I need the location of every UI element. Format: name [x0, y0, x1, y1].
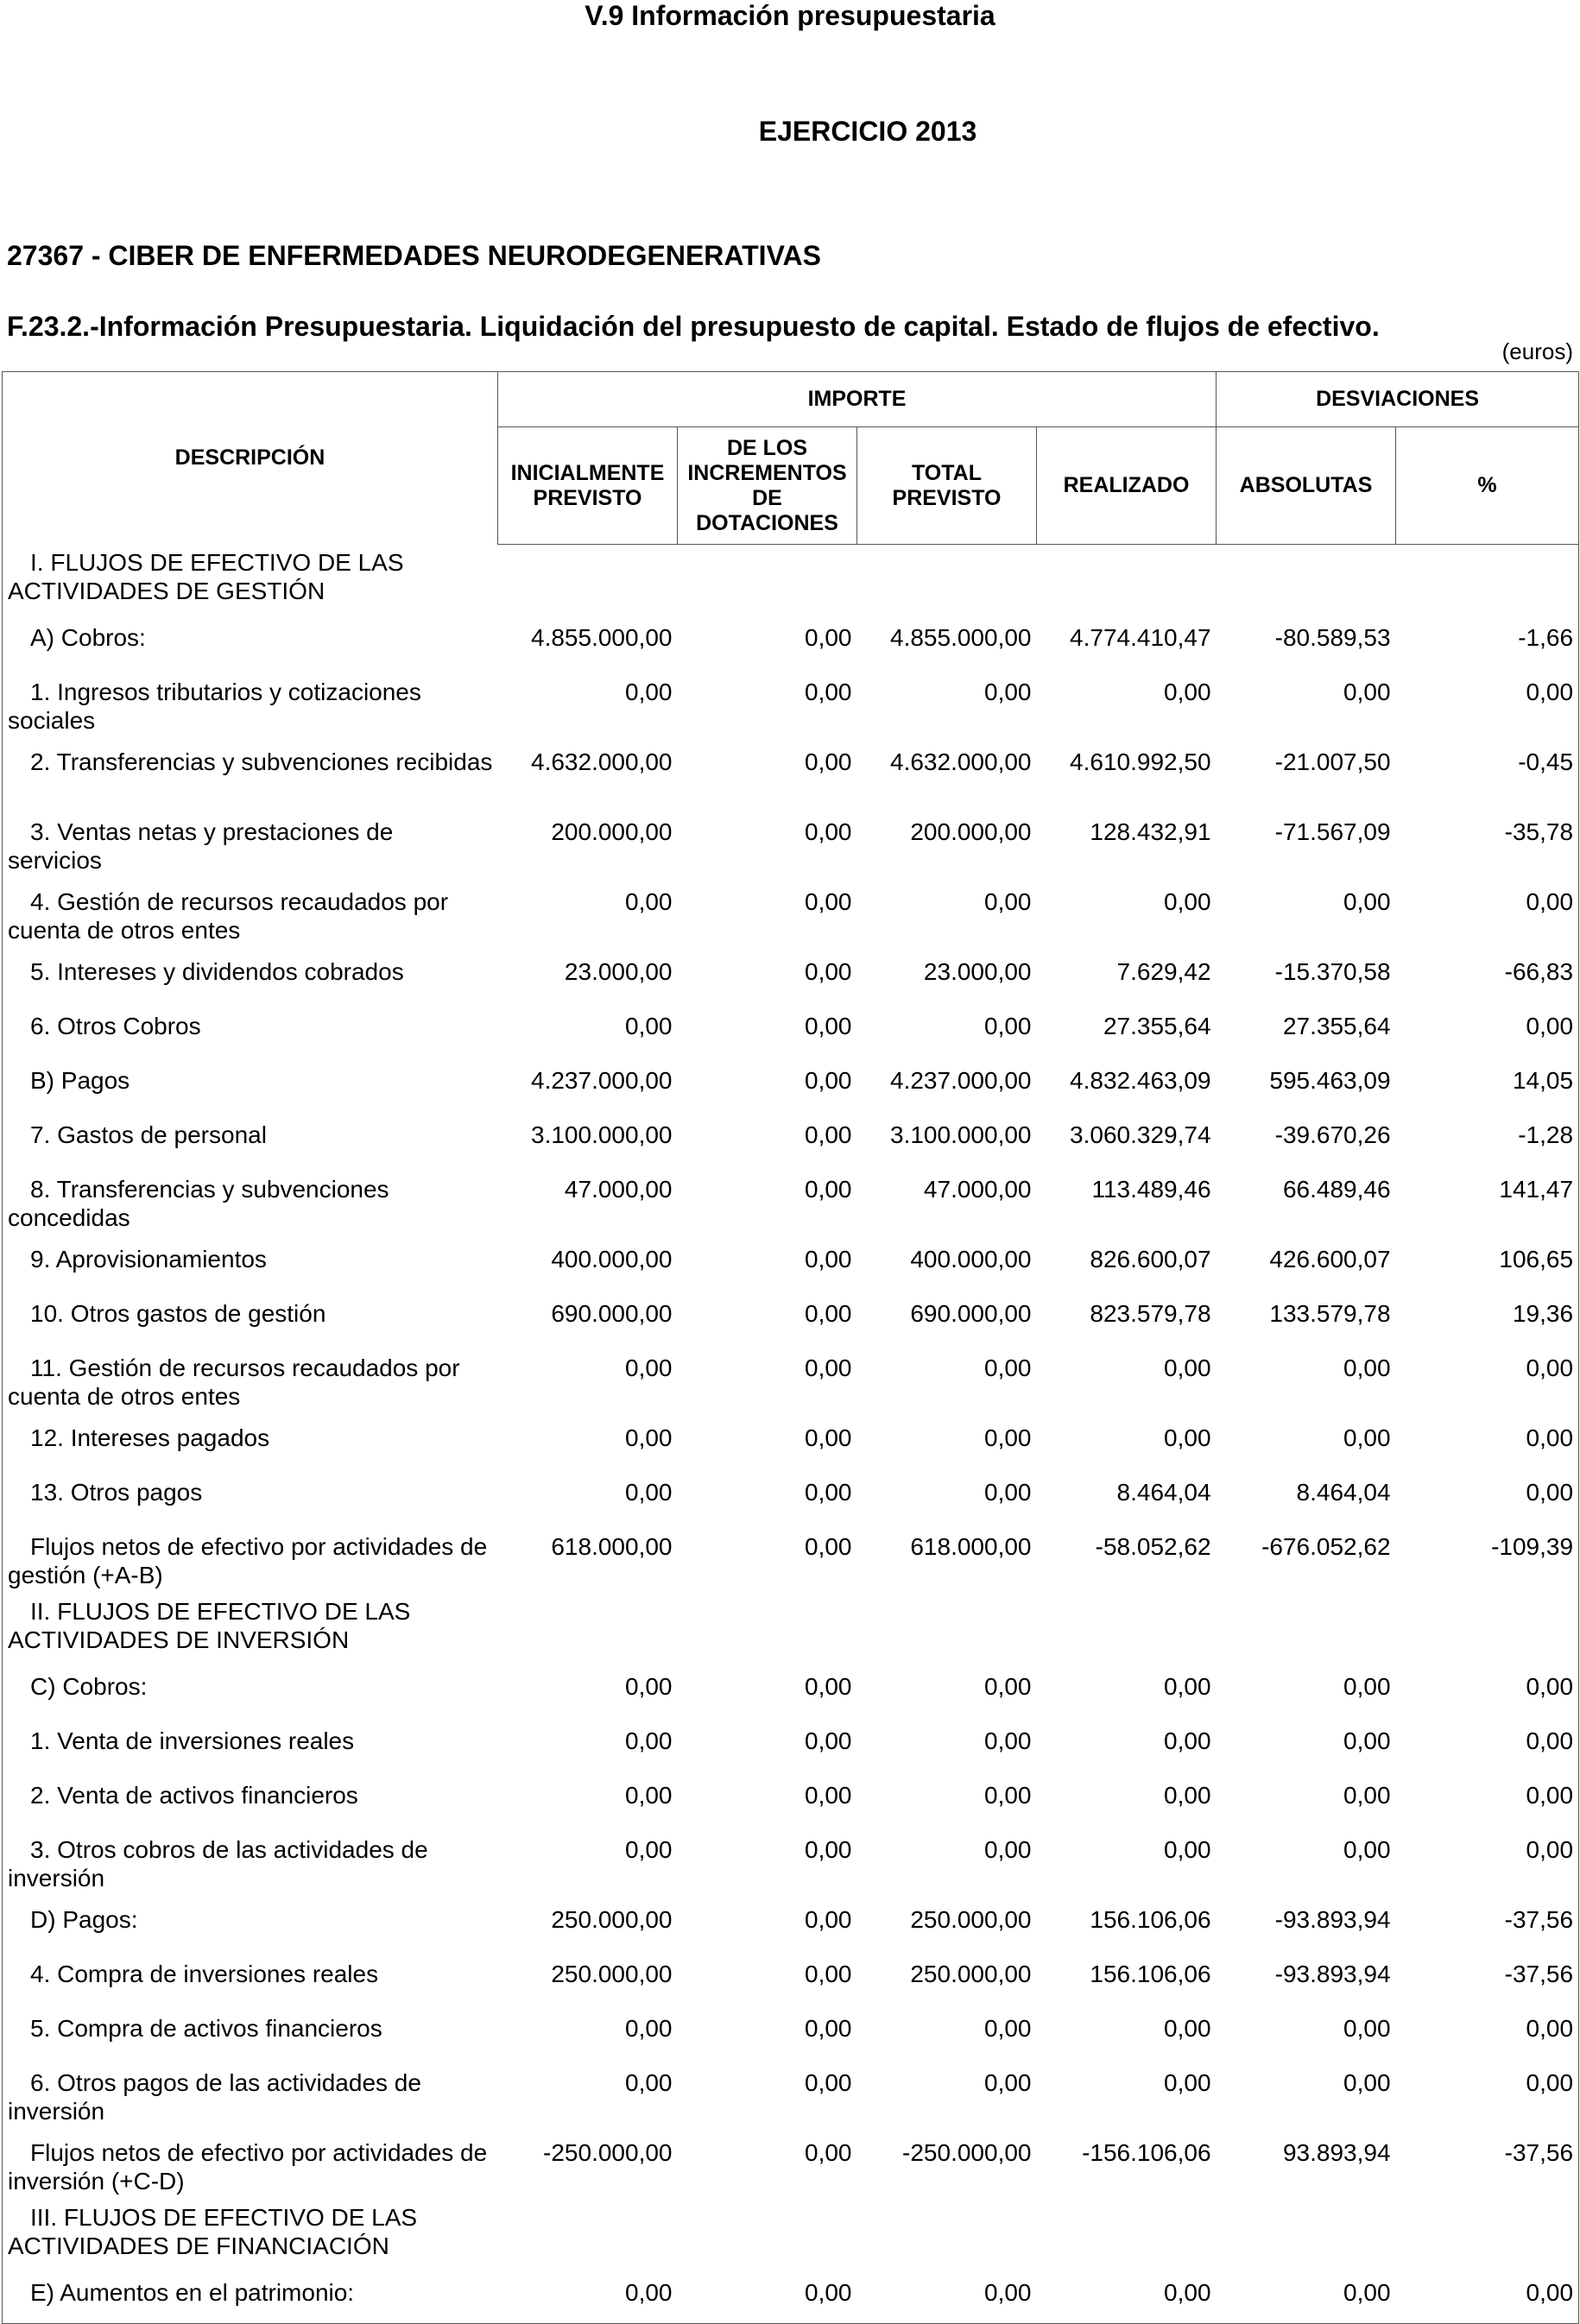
cell-desviacion-absoluta: -80.589,53 — [1274, 623, 1391, 651]
table-header — [3, 372, 1579, 545]
cell-total-previsto: 0,00 — [984, 887, 1032, 915]
cell-realizado — [1037, 1594, 1217, 1664]
cell-desviacion-absoluta: 0,00 — [1343, 678, 1391, 705]
cell-inicialmente-previsto: 0,00 — [498, 2270, 678, 2324]
cell-incrementos-dotaciones: 0,00 — [805, 1532, 852, 1560]
row-description — [3, 2270, 498, 2324]
cell-incrementos-dotaciones: 0,00 — [805, 2138, 852, 2166]
cell-inicialmente-previsto: 200.000,00 — [551, 818, 673, 845]
cell-incrementos-dotaciones: 0,00 — [805, 1727, 852, 1754]
cell-total-previsto: 0,00 — [984, 1354, 1032, 1381]
row-description — [3, 2130, 498, 2200]
cell-incrementos-dotaciones: 0,00 — [805, 1835, 852, 1863]
cell-total-previsto: 0,00 — [984, 1727, 1032, 1754]
cell-desviacion-absoluta: -39.670,26 — [1274, 1121, 1391, 1148]
row-description-text: 5. Compra de activos financieros — [30, 2014, 382, 2042]
cell-realizado: 0,00 — [1164, 2014, 1211, 2042]
cell-realizado — [1037, 2200, 1217, 2270]
cell-inicialmente-previsto: 0,00 — [625, 2014, 673, 2042]
header-descripcion: DESCRIPCIÓN — [3, 372, 498, 545]
cell-desviacion-absoluta: 0,00 — [1343, 1835, 1391, 1863]
cell-desviacion-porcentaje — [1396, 545, 1579, 615]
row-description — [3, 1291, 498, 1345]
cell-incrementos-dotaciones: 0,00 — [805, 1424, 852, 1451]
table-row — [3, 2005, 1579, 2060]
cell-inicialmente-previsto: 4.855.000,00 — [531, 623, 673, 651]
cell-total-previsto: 0,00 — [984, 1424, 1032, 1451]
cell-desviacion-absoluta — [1217, 545, 1396, 615]
cell-realizado: 0,00 — [1164, 2068, 1211, 2096]
cell-incrementos-dotaciones — [678, 1594, 857, 1664]
row-description-text: 7. Gastos de personal — [30, 1121, 267, 1148]
cell-desviacion-porcentaje: 0,00 — [1396, 1345, 1579, 1415]
header-realizado: REALIZADO — [1037, 427, 1217, 545]
cell-realizado: 823.579,78 — [1090, 1299, 1211, 1327]
cell-realizado: 4.610.992,50 — [1070, 748, 1211, 775]
cell-desviacion-porcentaje: -37,56 — [1396, 1951, 1579, 2005]
cell-total-previsto: 0,00 — [984, 2068, 1032, 2096]
row-description — [3, 879, 498, 949]
cell-desviacion-absoluta: 0,00 — [1343, 1354, 1391, 1381]
cell-inicialmente-previsto: 0,00 — [625, 1478, 673, 1506]
table-row — [3, 669, 1579, 739]
cell-realizado: 0,00 — [1164, 1727, 1211, 1754]
table-row — [3, 1524, 1579, 1594]
table-row — [3, 1469, 1579, 1524]
cell-desviacion-porcentaje: 0,00 — [1396, 669, 1579, 739]
row-description-text: A) Cobros: — [30, 623, 146, 651]
cell-incrementos-dotaciones: 0,00 — [805, 623, 852, 651]
cell-desviacion-absoluta: -93.893,94 — [1274, 1960, 1391, 1987]
cell-realizado: 0,00 — [1037, 2270, 1217, 2324]
table-row — [3, 1415, 1579, 1469]
row-description — [3, 1415, 498, 1469]
cell-inicialmente-previsto — [498, 2200, 678, 2270]
cell-desviacion-porcentaje: 14,05 — [1396, 1058, 1579, 1112]
table-row — [3, 1058, 1579, 1112]
cash-flow-table — [2, 371, 1579, 2324]
form-title: F.23.2.-Información Presupuestaria. Liquidación del presupuesto de capital. Estado de flujos de efectivo. — [7, 311, 1380, 342]
row-description — [3, 2060, 498, 2130]
section-row — [3, 545, 1579, 615]
row-description-text: Flujos netos de efectivo por actividades de gestión (+A-B) — [8, 1532, 488, 1588]
cell-incrementos-dotaciones: 0,00 — [805, 1299, 852, 1327]
cell-total-previsto: 250.000,00 — [910, 1960, 1032, 1987]
cell-inicialmente-previsto: 0,00 — [625, 887, 673, 915]
cell-incrementos-dotaciones: 0,00 — [805, 748, 852, 775]
cell-desviacion-porcentaje: -66,83 — [1396, 949, 1579, 1003]
cell-desviacion-absoluta: 0,00 — [1343, 887, 1391, 915]
row-description — [3, 1718, 498, 1772]
cell-incrementos-dotaciones: 0,00 — [805, 678, 852, 705]
cell-inicialmente-previsto: 0,00 — [625, 1727, 673, 1754]
table-row — [3, 1827, 1579, 1897]
cell-desviacion-absoluta — [1217, 1594, 1396, 1664]
header-desviaciones: DESVIACIONES — [1217, 372, 1579, 427]
cell-total-previsto: 250.000,00 — [910, 1905, 1032, 1933]
cell-desviacion-absoluta: 0,00 — [1343, 1781, 1391, 1809]
cell-total-previsto: 0,00 — [984, 1672, 1032, 1700]
cell-inicialmente-previsto — [498, 1594, 678, 1664]
table-row — [3, 879, 1579, 949]
row-description — [3, 809, 498, 879]
cell-incrementos-dotaciones — [678, 2200, 857, 2270]
table-row — [3, 1112, 1579, 1166]
cell-realizado: 0,00 — [1164, 887, 1211, 915]
cell-inicialmente-previsto: 4.632.000,00 — [531, 748, 673, 775]
row-description-text: 11. Gestión de recursos recaudados por cuenta de otros entes — [8, 1354, 460, 1410]
section-title: V.9 Información presupuestaria — [585, 0, 995, 31]
cell-desviacion-absoluta: 595.463,09 — [1269, 1066, 1391, 1094]
cell-realizado — [1037, 545, 1217, 615]
cell-total-previsto: 0,00 — [984, 678, 1032, 705]
row-description — [3, 1524, 498, 1594]
cell-realizado: 0,00 — [1164, 1835, 1211, 1863]
cell-desviacion-porcentaje: 0,00 — [1396, 1003, 1579, 1058]
cell-realizado: 113.489,46 — [1091, 1175, 1211, 1203]
cell-desviacion-absoluta — [1217, 2200, 1396, 2270]
cell-inicialmente-previsto: 0,00 — [625, 678, 673, 705]
row-description — [3, 949, 498, 1003]
cell-total-previsto: 690.000,00 — [910, 1299, 1032, 1327]
cell-realizado: 27.355,64 — [1103, 1012, 1211, 1039]
table-row — [3, 1664, 1579, 1718]
cell-incrementos-dotaciones: 0,00 — [805, 957, 852, 985]
row-description-text: 2. Venta de activos financieros — [30, 1781, 358, 1809]
cell-inicialmente-previsto: 250.000,00 — [551, 1960, 673, 1987]
cell-incrementos-dotaciones: 0,00 — [805, 1175, 852, 1203]
cell-desviacion-absoluta: 0,00 — [1343, 1727, 1391, 1754]
table-row — [3, 2270, 1579, 2324]
row-description-text: II. FLUJOS DE EFECTIVO DE LAS ACTIVIDADES DE INVERSIÓN — [8, 1597, 411, 1653]
cell-incrementos-dotaciones: 0,00 — [805, 1066, 852, 1094]
cell-total-previsto — [857, 1594, 1037, 1664]
units-label: (euros) — [1501, 338, 1573, 364]
cell-realizado: 0,00 — [1164, 1354, 1211, 1381]
row-description-text: 6. Otros Cobros — [30, 1012, 201, 1039]
row-description — [3, 1897, 498, 1951]
table-row — [3, 1236, 1579, 1291]
cell-incrementos-dotaciones — [678, 545, 857, 615]
row-description-text: 4. Compra de inversiones reales — [30, 1960, 379, 1987]
cell-desviacion-absoluta: -21.007,50 — [1274, 748, 1391, 775]
cell-incrementos-dotaciones: 0,00 — [805, 1354, 852, 1381]
row-description-text: I. FLUJOS DE EFECTIVO DE LAS ACTIVIDADES DE GESTIÓN — [8, 548, 404, 604]
table-row — [3, 1291, 1579, 1345]
row-description-text: E) Aumentos en el patrimonio: — [30, 2278, 355, 2306]
cell-inicialmente-previsto — [498, 545, 678, 615]
cell-incrementos-dotaciones: 0,00 — [805, 887, 852, 915]
row-description — [3, 1112, 498, 1166]
header-incrementos-dotaciones: DE LOS INCREMENTOS DE DOTACIONES — [678, 427, 857, 545]
cell-incrementos-dotaciones: 0,00 — [805, 1960, 852, 1987]
table-row — [3, 1951, 1579, 2005]
cell-realizado: 4.774.410,47 — [1070, 623, 1211, 651]
cell-desviacion-porcentaje: -37,56 — [1396, 2130, 1579, 2200]
row-description-text: 13. Otros pagos — [30, 1478, 203, 1506]
cell-realizado: -156.106,06 — [1082, 2138, 1211, 2166]
cell-desviacion-absoluta: 0,00 — [1343, 2068, 1391, 2096]
cell-realizado: 4.832.463,09 — [1070, 1066, 1211, 1094]
cell-desviacion-absoluta: 426.600,07 — [1269, 1245, 1391, 1273]
cell-realizado: 156.106,06 — [1090, 1905, 1211, 1933]
row-description-text: 3. Otros cobros de las actividades de inversión — [8, 1835, 428, 1891]
cell-desviacion-absoluta: 0,00 — [1217, 2270, 1396, 2324]
cell-desviacion-absoluta: 66.489,46 — [1282, 1175, 1391, 1203]
table-row — [3, 809, 1579, 879]
cell-inicialmente-previsto: 250.000,00 — [551, 1905, 673, 1933]
cell-desviacion-porcentaje: -35,78 — [1396, 809, 1579, 879]
cell-total-previsto: 4.855.000,00 — [890, 623, 1032, 651]
row-description — [3, 1058, 498, 1112]
cell-total-previsto: 4.632.000,00 — [890, 748, 1032, 775]
cell-inicialmente-previsto: -250.000,00 — [543, 2138, 673, 2166]
cell-desviacion-porcentaje: -37,56 — [1396, 1897, 1579, 1951]
cell-inicialmente-previsto: 690.000,00 — [551, 1299, 673, 1327]
row-description-text: C) Cobros: — [30, 1672, 148, 1700]
row-description-text: 1. Venta de inversiones reales — [30, 1727, 355, 1754]
row-description-text: 4. Gestión de recursos recaudados por cuenta de otros entes — [8, 887, 449, 944]
cell-desviacion-porcentaje: -1,66 — [1396, 615, 1579, 669]
cell-inicialmente-previsto: 618.000,00 — [551, 1532, 673, 1560]
cell-desviacion-absoluta: -676.052,62 — [1261, 1532, 1391, 1560]
cell-total-previsto: 47.000,00 — [923, 1175, 1032, 1203]
cell-desviacion-absoluta: 133.579,78 — [1269, 1299, 1391, 1327]
cell-desviacion-absoluta: 0,00 — [1343, 2014, 1391, 2042]
cell-realizado: 0,00 — [1164, 678, 1211, 705]
cell-inicialmente-previsto: 0,00 — [625, 2068, 673, 2096]
cell-desviacion-absoluta: 93.893,94 — [1282, 2138, 1391, 2166]
cell-total-previsto: 0,00 — [984, 2014, 1032, 2042]
row-description-text: 8. Transferencias y subvenciones concedidas — [8, 1175, 389, 1231]
row-description — [3, 1236, 498, 1291]
row-description-text: 1. Ingresos tributarios y cotizaciones sociales — [8, 678, 421, 734]
cell-desviacion-absoluta: 0,00 — [1343, 1424, 1391, 1451]
row-description-text: 2. Transferencias y subvenciones recibidas — [30, 748, 493, 775]
cell-desviacion-absoluta: 8.464,04 — [1296, 1478, 1391, 1506]
cell-incrementos-dotaciones: 0,00 — [805, 1672, 852, 1700]
cell-total-previsto — [857, 2200, 1037, 2270]
cell-desviacion-absoluta: -71.567,09 — [1274, 818, 1391, 845]
cell-inicialmente-previsto: 0,00 — [625, 1424, 673, 1451]
header-importe: IMPORTE — [498, 372, 1217, 427]
cell-total-previsto: 200.000,00 — [910, 818, 1032, 845]
row-description — [3, 1827, 498, 1897]
cell-desviacion-porcentaje: 0,00 — [1396, 2270, 1579, 2324]
section-row — [3, 2200, 1579, 2270]
row-description — [3, 739, 498, 809]
cell-inicialmente-previsto: 47.000,00 — [564, 1175, 673, 1203]
row-description — [3, 1003, 498, 1058]
cell-inicialmente-previsto: 0,00 — [625, 1835, 673, 1863]
cell-total-previsto: 0,00 — [857, 2270, 1037, 2324]
fiscal-year-title: EJERCICIO 2013 — [758, 116, 977, 147]
row-description-text: 6. Otros pagos de las actividades de inversión — [8, 2068, 421, 2125]
row-description-text: 5. Intereses y dividendos cobrados — [30, 957, 404, 985]
row-description-text: Flujos netos de efectivo por actividades de inversión (+C-D) — [8, 2138, 488, 2195]
cell-realizado: 128.432,91 — [1090, 818, 1211, 845]
row-description — [3, 1772, 498, 1827]
cell-inicialmente-previsto: 400.000,00 — [551, 1245, 673, 1273]
row-description-text: 9. Aprovisionamientos — [30, 1245, 267, 1273]
cell-total-previsto: 3.100.000,00 — [890, 1121, 1032, 1148]
table-row — [3, 1345, 1579, 1415]
cell-incrementos-dotaciones: 0,00 — [805, 1905, 852, 1933]
cell-inicialmente-previsto: 23.000,00 — [564, 957, 673, 985]
cell-desviacion-porcentaje: 0,00 — [1396, 2060, 1579, 2130]
cell-incrementos-dotaciones: 0,00 — [805, 1245, 852, 1273]
cell-desviacion-porcentaje: -0,45 — [1396, 739, 1579, 809]
table-row — [3, 1772, 1579, 1827]
entity-title: 27367 - CIBER DE ENFERMEDADES NEURODEGENERATIVAS — [7, 240, 821, 271]
cell-realizado: 7.629,42 — [1116, 957, 1211, 985]
cell-desviacion-porcentaje: -109,39 — [1396, 1524, 1579, 1594]
row-description — [3, 669, 498, 739]
cell-desviacion-absoluta: 0,00 — [1343, 1672, 1391, 1700]
cell-desviacion-porcentaje: 0,00 — [1396, 1415, 1579, 1469]
cell-realizado: 156.106,06 — [1090, 1960, 1211, 1987]
section-row — [3, 1594, 1579, 1664]
cell-desviacion-absoluta: 27.355,64 — [1282, 1012, 1391, 1039]
row-description-text: B) Pagos — [30, 1066, 130, 1094]
cell-desviacion-porcentaje: 0,00 — [1396, 879, 1579, 949]
cell-desviacion-porcentaje: -1,28 — [1396, 1112, 1579, 1166]
cell-total-previsto: 0,00 — [984, 1478, 1032, 1506]
row-description — [3, 2200, 498, 2270]
cell-incrementos-dotaciones: 0,00 — [805, 1781, 852, 1809]
cell-desviacion-porcentaje: 0,00 — [1396, 1827, 1579, 1897]
cell-total-previsto: -250.000,00 — [902, 2138, 1032, 2166]
table-row — [3, 2130, 1579, 2200]
cell-realizado: -58.052,62 — [1095, 1532, 1211, 1560]
row-description — [3, 545, 498, 615]
cell-incrementos-dotaciones: 0,00 — [805, 2068, 852, 2096]
cell-desviacion-porcentaje: 0,00 — [1396, 1469, 1579, 1524]
header-inicialmente-previsto: INICIALMENTE PREVISTO — [498, 427, 678, 545]
row-description — [3, 1469, 498, 1524]
header-porcentaje: % — [1396, 427, 1579, 545]
cell-desviacion-porcentaje — [1396, 1594, 1579, 1664]
cell-desviacion-porcentaje: 0,00 — [1396, 1772, 1579, 1827]
row-description — [3, 1951, 498, 2005]
cell-total-previsto — [857, 545, 1037, 615]
cell-inicialmente-previsto: 0,00 — [625, 1781, 673, 1809]
cell-realizado: 0,00 — [1164, 1672, 1211, 1700]
row-description — [3, 1594, 498, 1664]
cell-realizado: 0,00 — [1164, 1424, 1211, 1451]
cell-desviacion-absoluta: -93.893,94 — [1274, 1905, 1391, 1933]
header-total-previsto: TOTAL PREVISTO — [857, 427, 1037, 545]
cell-realizado: 8.464,04 — [1116, 1478, 1211, 1506]
cell-incrementos-dotaciones: 0,00 — [805, 1478, 852, 1506]
cell-incrementos-dotaciones: 0,00 — [805, 1121, 852, 1148]
cell-realizado: 0,00 — [1164, 1781, 1211, 1809]
cell-inicialmente-previsto: 0,00 — [625, 1012, 673, 1039]
cell-desviacion-porcentaje: 0,00 — [1396, 1718, 1579, 1772]
row-description — [3, 1664, 498, 1718]
row-description — [3, 1166, 498, 1236]
cell-inicialmente-previsto: 4.237.000,00 — [531, 1066, 673, 1094]
header-absolutas: ABSOLUTAS — [1217, 427, 1396, 545]
cell-total-previsto: 0,00 — [984, 1012, 1032, 1039]
cell-desviacion-porcentaje: 0,00 — [1396, 2005, 1579, 2060]
cell-desviacion-porcentaje — [1396, 2200, 1579, 2270]
cell-desviacion-porcentaje: 106,65 — [1396, 1236, 1579, 1291]
row-description — [3, 615, 498, 669]
cell-desviacion-porcentaje: 19,36 — [1396, 1291, 1579, 1345]
cell-total-previsto: 0,00 — [984, 1781, 1032, 1809]
table-row — [3, 1003, 1579, 1058]
cell-realizado: 826.600,07 — [1090, 1245, 1211, 1273]
table-row — [3, 1897, 1579, 1951]
cell-desviacion-absoluta: -15.370,58 — [1274, 957, 1391, 985]
cell-total-previsto: 400.000,00 — [910, 1245, 1032, 1273]
table-row — [3, 739, 1579, 809]
table-body — [3, 545, 1579, 2324]
row-description-text: 3. Ventas netas y prestaciones de servicios — [8, 818, 394, 874]
cell-incrementos-dotaciones: 0,00 — [678, 2270, 857, 2324]
row-description-text: 10. Otros gastos de gestión — [30, 1299, 326, 1327]
cell-total-previsto: 23.000,00 — [923, 957, 1032, 985]
cell-inicialmente-previsto: 3.100.000,00 — [531, 1121, 673, 1148]
row-description-text: D) Pagos: — [30, 1905, 138, 1933]
row-description-text: III. FLUJOS DE EFECTIVO DE LAS ACTIVIDADES DE FINANCIACIÓN — [8, 2203, 418, 2259]
row-description — [3, 2005, 498, 2060]
row-description-text: 12. Intereses pagados — [30, 1424, 270, 1451]
cell-inicialmente-previsto: 0,00 — [625, 1672, 673, 1700]
cell-desviacion-porcentaje: 0,00 — [1396, 1664, 1579, 1718]
cell-incrementos-dotaciones: 0,00 — [805, 2014, 852, 2042]
row-description — [3, 1345, 498, 1415]
cell-realizado: 3.060.329,74 — [1070, 1121, 1211, 1148]
table-row — [3, 949, 1579, 1003]
cell-total-previsto: 618.000,00 — [910, 1532, 1032, 1560]
table-row — [3, 615, 1579, 669]
table-row — [3, 1718, 1579, 1772]
cell-total-previsto: 0,00 — [984, 1835, 1032, 1863]
cell-incrementos-dotaciones: 0,00 — [805, 1012, 852, 1039]
table-row — [3, 2060, 1579, 2130]
cell-total-previsto: 4.237.000,00 — [890, 1066, 1032, 1094]
cell-desviacion-porcentaje: 141,47 — [1396, 1166, 1579, 1236]
cell-incrementos-dotaciones: 0,00 — [805, 818, 852, 845]
table-row — [3, 1166, 1579, 1236]
cell-inicialmente-previsto: 0,00 — [625, 1354, 673, 1381]
